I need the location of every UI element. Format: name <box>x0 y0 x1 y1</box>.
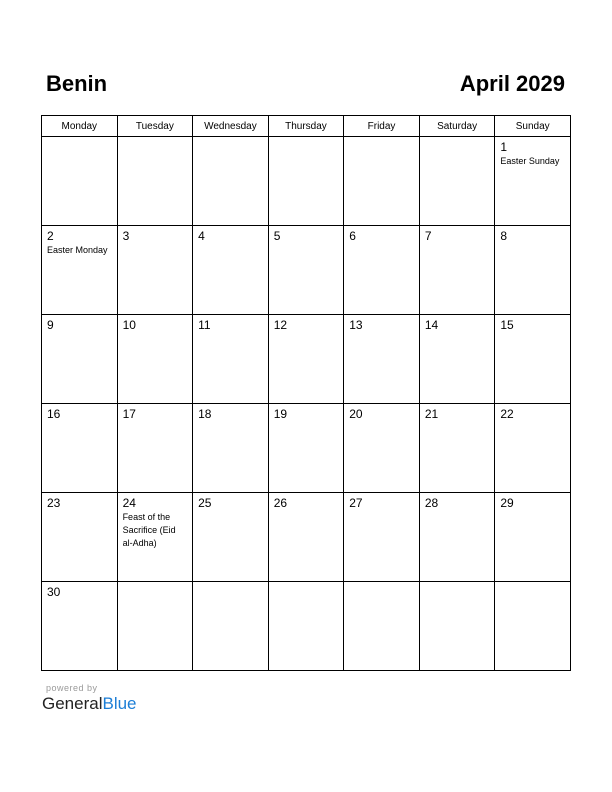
day-number: 18 <box>198 407 212 421</box>
day-cell <box>419 582 495 671</box>
day-cell <box>193 315 269 404</box>
weekday-header-row <box>42 116 571 137</box>
day-number: 25 <box>198 496 212 510</box>
day-cell <box>495 137 571 226</box>
day-cell <box>193 226 269 315</box>
week-row <box>42 404 571 493</box>
day-cell <box>42 137 118 226</box>
day-number: 21 <box>424 407 439 421</box>
day-number: 14 <box>424 318 439 332</box>
day-cell <box>419 137 495 226</box>
day-cell <box>419 404 495 493</box>
day-cell <box>495 493 571 582</box>
powered-by-label: powered by <box>46 683 98 693</box>
day-cell <box>268 226 344 315</box>
day-cell <box>42 404 118 493</box>
day-cell <box>344 137 420 226</box>
day-cell <box>193 404 269 493</box>
day-number: 2 <box>47 229 54 243</box>
day-number: 5 <box>273 229 281 243</box>
day-number: 26 <box>273 496 288 510</box>
day-number: 30 <box>47 585 61 599</box>
day-number: 7 <box>424 229 432 243</box>
day-cell <box>419 315 495 404</box>
week-row <box>42 137 571 226</box>
week-row <box>42 582 571 671</box>
calendar-grid <box>41 115 571 671</box>
day-cell <box>344 315 420 404</box>
weekday-header: Monday <box>42 116 118 137</box>
day-cell <box>344 226 420 315</box>
day-cell <box>419 493 495 582</box>
day-number: 10 <box>122 318 136 332</box>
day-cell <box>344 404 420 493</box>
weekday-header: Friday <box>344 116 420 137</box>
day-number: 15 <box>500 318 514 332</box>
weekday-header: Wednesday <box>193 116 269 137</box>
weekday-header: Saturday <box>419 116 495 137</box>
week-row <box>42 493 571 582</box>
weekday-header: Sunday <box>495 116 571 137</box>
day-cell <box>193 582 269 671</box>
day-cell <box>42 226 118 315</box>
day-number: 27 <box>349 496 363 510</box>
day-cell <box>117 404 193 493</box>
day-cell <box>344 493 420 582</box>
day-number: 16 <box>47 407 61 421</box>
holiday-label: Feast of the Sacrifice (Eid al-Adha) <box>122 512 176 548</box>
day-cell <box>117 137 193 226</box>
day-cell <box>117 226 193 315</box>
day-cell <box>495 315 571 404</box>
week-row <box>42 315 571 404</box>
day-cell <box>268 315 344 404</box>
day-cell <box>419 226 495 315</box>
holiday-label: Easter Sunday <box>500 156 560 166</box>
day-number: 1 <box>500 140 508 154</box>
day-number: 20 <box>349 407 363 421</box>
brand-general-text: General <box>42 694 103 713</box>
day-number: 3 <box>122 229 130 243</box>
day-cell <box>268 493 344 582</box>
generalblue-logo <box>42 693 137 715</box>
week-row <box>42 226 571 315</box>
day-cell <box>42 315 118 404</box>
day-number: 24 <box>122 496 136 510</box>
day-number: 23 <box>47 496 61 510</box>
day-cell <box>117 493 193 582</box>
day-cell <box>268 404 344 493</box>
day-cell <box>495 226 571 315</box>
day-number: 19 <box>273 407 288 421</box>
day-cell <box>268 582 344 671</box>
day-cell <box>344 582 420 671</box>
day-number: 28 <box>424 496 439 510</box>
day-number: 17 <box>122 407 136 421</box>
country-title: Benin <box>46 71 108 96</box>
day-cell <box>193 137 269 226</box>
month-year-title: April 2029 <box>459 71 565 96</box>
day-cell <box>193 493 269 582</box>
holiday-label: Easter Monday <box>47 245 108 255</box>
weekday-header: Tuesday <box>117 116 193 137</box>
day-number: 9 <box>47 318 54 332</box>
day-number: 13 <box>349 318 363 332</box>
day-number: 11 <box>198 318 211 332</box>
day-number: 6 <box>349 229 356 243</box>
day-number: 22 <box>500 407 514 421</box>
day-number: 12 <box>273 318 288 332</box>
day-cell <box>268 137 344 226</box>
weekday-header: Thursday <box>268 116 344 137</box>
brand-blue-text: Blue <box>102 694 137 713</box>
day-number: 4 <box>198 229 205 243</box>
day-cell <box>117 315 193 404</box>
day-cell <box>495 404 571 493</box>
day-number: 29 <box>500 496 514 510</box>
day-cell <box>42 582 118 671</box>
day-cell <box>117 582 193 671</box>
day-cell <box>42 493 118 582</box>
day-cell <box>495 582 571 671</box>
day-number: 8 <box>500 229 508 243</box>
